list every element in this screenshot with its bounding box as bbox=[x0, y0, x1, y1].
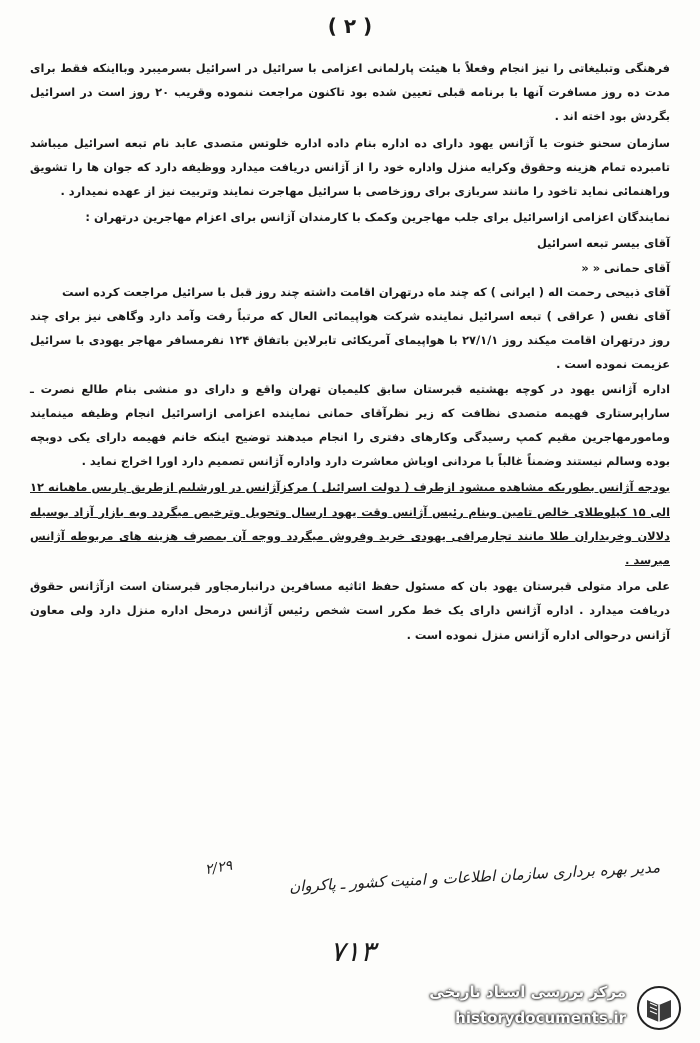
paragraph-4: اداره آژانس یهود در کوچه بهشتیه قبرستان سابق کلیمیان تهران واقع و دارای دو منشی بنام طالع نصرت ـ ساراپرستاری فهیمه متصدی نظافت که زیر نظرآقای حمانی نماینده اعزامی ازاسرائیل انجام وظیفه مینمایند ومامورمهاجرین مقیم کمپ رسیدگی وکارهای دفتری را انجام میدهند توضیح اینکه خانم فهیمه دارای یکی دوبچه بوده وسالم نیستند وضمناً غالباً با مردانی اوباش معاشرت دارد واداره آژانس تصمیم دارد اورا اخراج نماید . bbox=[30, 381, 670, 469]
list-item: آقای حمانی « « bbox=[581, 260, 670, 275]
paragraph-6: علی مراد متولی قبرستان یهود بان که مسئول حفظ اثاثیه مسافرین درانبارمجاور قبرستان است ازآژانس حقوق دریافت میدارد . اداره آژانس دارای یک خط مکرر است شخص رئیس آژانس درمحل اداره منزل دارد ولی معاون آژانس درحوالی اداره آژانس منزل نموده است . bbox=[30, 579, 670, 642]
watermark-url: historydocuments.ir bbox=[455, 1009, 626, 1027]
handwritten-date: ۲/۲۹ bbox=[203, 857, 234, 879]
delegates-list bbox=[30, 231, 670, 376]
watermark-title: مرکز بررسی اسناد تاریخی bbox=[429, 983, 626, 1001]
signature-block bbox=[200, 858, 660, 938]
paragraph-1: فرهنگی وتبلیغاتی را نیز انجام وفعلاً با هیئت پارلمانی اعزامی با سرائیل در اسرائیل بسرمیبرد وبااینکه فقط برای مدت ده روز مسافرت آنها با برنامه قبلی تعیین شده بود تاکنون مراجعت ننموده وقریب ۲۰ روز است در اسرائیل بگردش بود اخته اند . bbox=[30, 61, 670, 124]
list-item: آقای نفس ( عراقی ) تبعه اسرائیل نماینده شرکت هواپیمائی العال که مرتباً رفت وآمد دارد وگاهی نیز برای چند روز درتهران اقامت میکند روز ۲۷/۱/۱ با هواپیمای آمریکائی تابرلاین باتفاق ۱۲۴ نفرمسافر مهاجر یهودی با سرائیل عزیمت نموده است . bbox=[30, 309, 671, 372]
book-logo-icon bbox=[636, 985, 682, 1031]
handwritten-number: ۷۱۳ bbox=[330, 935, 376, 968]
paragraph-2: سازمان سحنو خنوت یا آژانس یهود دارای ده اداره بنام داده اداره خلوتس متصدی عابد نام تبعه اسرائیل میباشد تامبرده تمام هزینه وحقوق وکرایه منزل واداره خود را از آژانس دریافت میدارد ووظیفه دارد که جوان ها را تشویق وراهنمائی نماید تاخود را مانند سربازی برای روزخاصی با سرائیل مهاجرت نمایند وتربیت نیز از عهده نمیدارد . bbox=[30, 135, 670, 199]
list-item: آقای بیسر تبعه اسرائیل bbox=[536, 236, 670, 251]
page-number: ( ۲ ) bbox=[327, 14, 373, 38]
paragraph-3: نمایندگان اعزامی ازاسرائیل برای جلب مهاجرین وکمک با کارمندان آژانس برای اعزام مهاجرین درتهران : bbox=[85, 210, 670, 225]
list-item: آقای ذبیحی رحمت اله ( ایرانی ) که چند ماه درتهران اقامت داشته چند روز قبل با سرائیل مراجعت کرده است bbox=[62, 284, 670, 299]
signature: مدیر بهره برداری سازمان اطلاعات و امنیت کشور ـ پاکروان bbox=[288, 858, 661, 896]
paragraph-5: بودجه آژانس بطوریکه مشاهده میشود ازطرف ( دولت اسرائیل ) مرکزآژانس در اورشلیم ازطریق پاریس ماهیانه ۱۲ الی ۱۵ کیلوطلای خالص تامین وبنام رئیس آژانس وقت یهود ارسال وتحویل وترخیص میگردد وبه بازار آزاد بوسیله دلالان وخریداران طلا مانند تجارمرافی یهودی خرید وفروش میگردد ووجه آن بمصرف هزینه های مربوطه آژانس میرسد . bbox=[30, 480, 670, 568]
watermark bbox=[388, 979, 688, 1035]
document-body bbox=[30, 56, 670, 649]
